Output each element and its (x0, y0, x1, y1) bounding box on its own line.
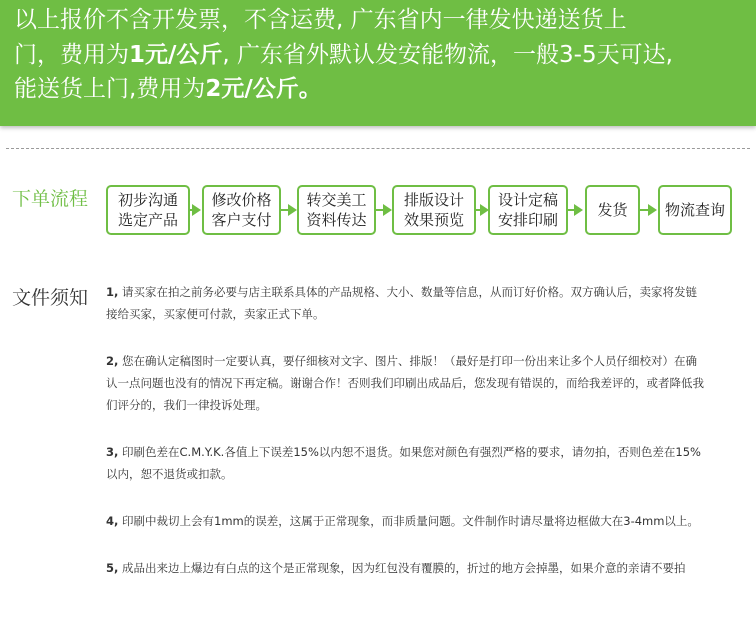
note-text: 您在确认定稿图时一定要认真，要仔细核对文字、图片、排版！（最好是打印一份出来让多个人员仔细校对）在确认一点问题也没有的情况下再定稿。谢谢合作！否则我们印刷出成品后，您发现有错误的，而给我差评的，或者降低我们评分的，我们一律投诉处理。 (106, 354, 704, 412)
note-item-2 (106, 350, 706, 416)
flow-arrow-5 (574, 204, 583, 216)
banner-line-2-post: , 广东省外默认发安能物流，一般3-5天可达, (222, 41, 673, 68)
flow-step-5-line1: 设计定稿 (497, 191, 558, 209)
flow-step-5 (488, 185, 568, 235)
note-text: 印刷色差在C.M.Y.K.各值上下误差15%以内恕不退货。如果您对颜色有强烈严格的要求，请勿拍，否则色差在15%以内，恕不退货或扣款。 (106, 445, 701, 481)
note-item-3 (106, 441, 706, 485)
note-number: 1, (106, 285, 119, 299)
flow-step-4-line2: 效果预览 (403, 211, 464, 229)
flow-step-3-line1: 转交美工 (306, 191, 367, 209)
flow-step-1 (106, 185, 190, 235)
flow-step-6 (585, 185, 640, 235)
flow-step-6-line1: 发货 (597, 201, 628, 219)
note-number: 4, (106, 514, 119, 528)
note-number: 3, (106, 445, 119, 459)
flow-step-3-line2: 资料传达 (306, 211, 367, 229)
flow-step-2 (202, 185, 281, 235)
note-item-5 (106, 557, 706, 579)
dashed-divider (6, 148, 750, 149)
banner-line-1: 以上报价不含开发票，不含运费, 广东省内一律发快递送货上 (14, 7, 627, 33)
flow-step-5-line2: 安排印刷 (497, 211, 558, 229)
flow-arrow-2 (288, 204, 297, 216)
shipping-notice-banner (0, 0, 756, 126)
flow-arrow-6 (648, 204, 657, 216)
flow-arrow-1 (192, 204, 201, 216)
banner-line-3 (14, 72, 748, 107)
flow-step-7-line1: 物流查询 (664, 201, 725, 219)
note-text: 印刷中裁切上会有1mm的误差，这属于正常现象，而非质量问题。文件制作时请尽量将边框做大在3-4mm以上。 (122, 514, 699, 528)
flow-step-4-line1: 排版设计 (403, 191, 464, 209)
banner-line-2-pre: 门，费用为 (14, 41, 129, 68)
banner-price-out-province: 2元/公斤。 (205, 76, 322, 102)
note-text: 成品出来边上爆边有白点的这个是正常现象，因为红包没有覆膜的，折过的地方会掉墨，如果介意的亲请不要拍 (122, 561, 686, 575)
flow-arrow-3 (383, 204, 392, 216)
banner-line-2 (14, 38, 748, 73)
file-notes-list (106, 281, 706, 579)
flow-step-7 (658, 185, 732, 235)
flow-step-4 (392, 185, 476, 235)
note-number: 5, (106, 561, 119, 575)
banner-line-3-pre: 能送货上门,费用为 (14, 76, 206, 102)
note-number: 2, (106, 354, 119, 368)
flow-step-2-line2: 客户支付 (211, 211, 272, 229)
flow-step-2-line1: 修改价格 (211, 191, 272, 209)
note-item-1 (106, 281, 706, 325)
banner-price-in-province: 1元/公斤 (129, 41, 223, 68)
order-flow-title: 下单流程 (12, 188, 89, 210)
flow-step-1-line1: 初步沟通 (117, 191, 178, 209)
note-item-4 (106, 510, 706, 532)
flow-step-3 (297, 185, 376, 235)
note-text: 请买家在拍之前务必要与店主联系具体的产品规格、大小、数量等信息，从而订好价格。双方确认后，卖家将发链接给买家，买家便可付款，卖家正式下单。 (106, 285, 698, 321)
file-notes-title: 文件须知 (12, 287, 89, 309)
flow-step-1-line2: 选定产品 (117, 211, 178, 229)
